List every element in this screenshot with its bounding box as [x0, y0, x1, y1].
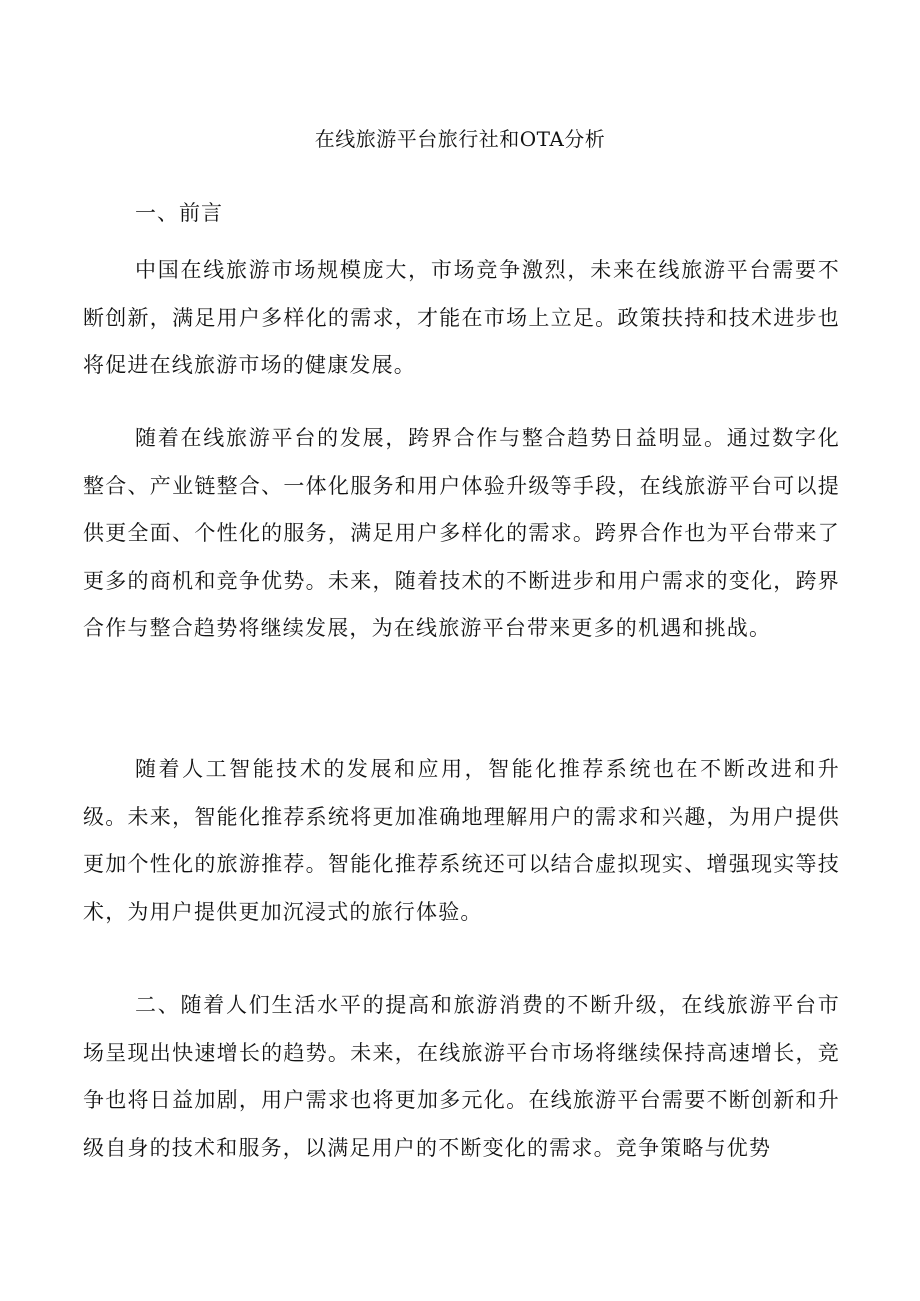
document-title: 在线旅游平台旅行社和OTA分析 — [314, 127, 606, 151]
paragraph-section-two: 二、随着人们生活水平的提高和旅游消费的不断升级，在线旅游平台市场呈现出快速增长的趋势。未来，在线旅游平台市场将继续保持高速增长，竞争也将日益加剧，用户需求也将更加多元化。在线旅游平台需要不断创新和升级自身的技术和服务，以满足用户的不断变化的需求。竞争策略与优势 — [83, 993, 840, 1160]
paragraph: 中国在线旅游市场规模庞大，市场竞争激烈，未来在线旅游平台需要不断创新，满足用户多样化的需求，才能在市场上立足。政策扶持和技术进步也将促进在线旅游市场的健康发展。 — [83, 258, 840, 377]
section-heading-preface: 一、前言 — [135, 201, 223, 225]
paragraph: 随着在线旅游平台的发展，跨界合作与整合趋势日益明显。通过数字化整合、产业链整合、一体化服务和用户体验升级等手段，在线旅游平台可以提供更全面、个性化的服务，满足用户多样化的需求。跨界合作也为平台带来了更多的商机和竞争优势。未来，随着技术的不断进步和用户需求的变化，跨界合作与整合趋势将继续发展，为在线旅游平台带来更多的机遇和挑战。 — [83, 426, 840, 640]
paragraph: 随着人工智能技术的发展和应用，智能化推荐系统也在不断改进和升级。未来，智能化推荐系统将更加准确地理解用户的需求和兴趣，为用户提供更加个性化的旅游推荐。智能化推荐系统还可以结合虚拟现实、增强现实等技术，为用户提供更加沉浸式的旅行体验。 — [83, 757, 840, 924]
